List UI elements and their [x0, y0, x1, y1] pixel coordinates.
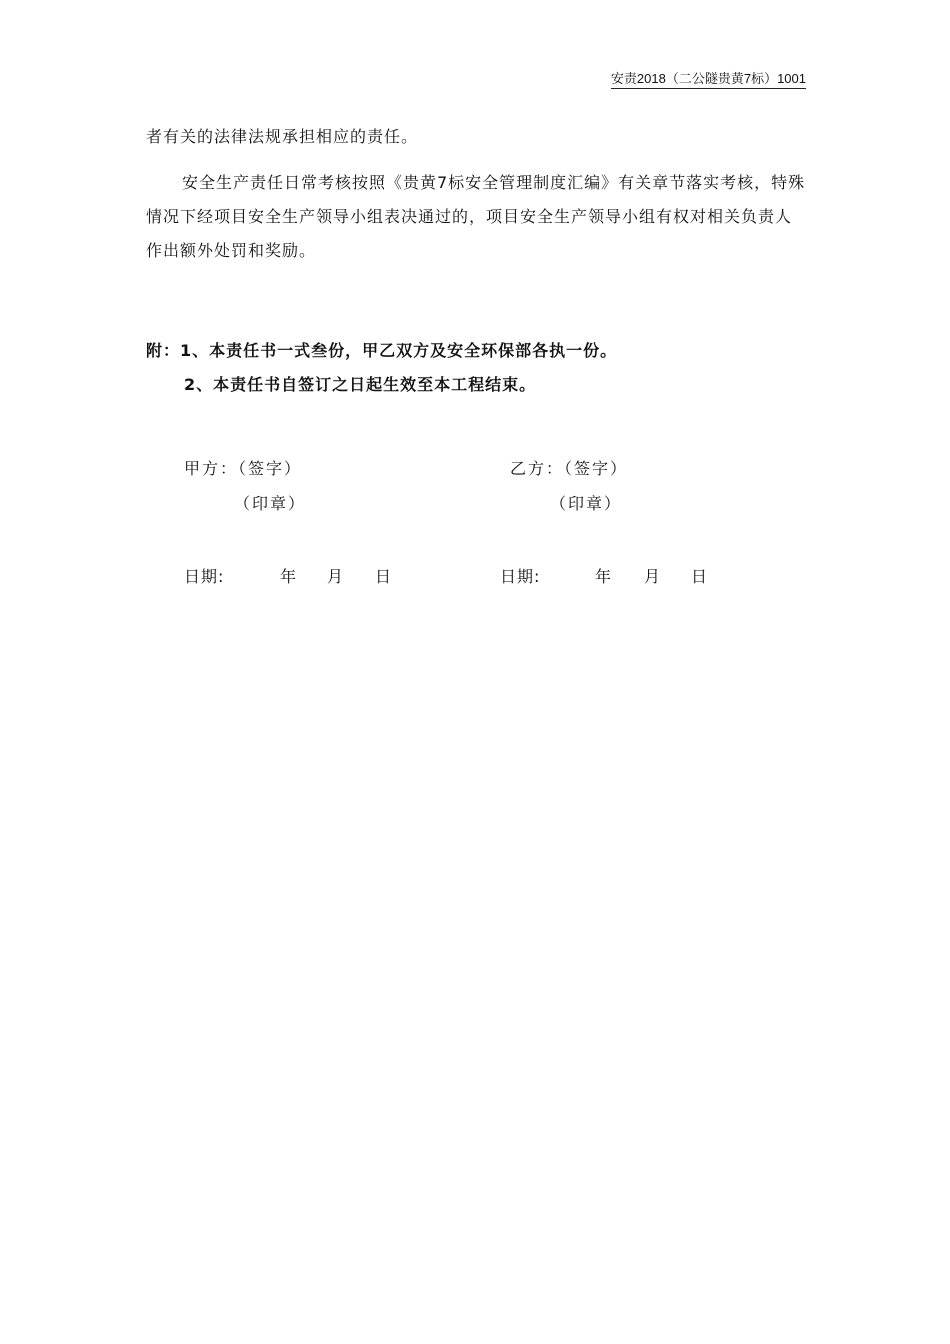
party-a-signature-label: 甲方：（签字）: [184, 459, 303, 478]
month-label: 月: [327, 567, 344, 586]
party-b-seal-label: （印章）: [550, 494, 623, 513]
year-label: 年: [280, 567, 297, 586]
party-b-signature-label: 乙方：（签字）: [510, 459, 629, 478]
paragraph-assessment: 安全生产责任日常考核按照《贵黄7标安全管理制度汇编》有关章节落实考核，特殊情况下经项目安全生产领导小组表决通过的，项目安全生产领导小组有权对相关负责人作出额外处罚和奖励。: [146, 173, 806, 260]
date-label: 日期:: [184, 567, 225, 586]
day-label: 日: [691, 567, 708, 586]
appendix-note-2: 2、本责任书自签订之日起生效至本工程结束。: [184, 375, 537, 394]
document-reference-number: 安责2018（二公隧贵黄7标）1001: [611, 68, 806, 89]
year-label: 年: [595, 567, 612, 586]
day-label: 日: [375, 567, 392, 586]
date-label: 日期:: [500, 567, 541, 586]
appendix-note-1: 附：1、本责任书一式叁份，甲乙双方及安全环保部各执一份。: [146, 341, 618, 360]
party-a-seal-label: （印章）: [234, 494, 307, 513]
month-label: 月: [644, 567, 661, 586]
paragraph-continuation: 者有关的法律法规承担相应的责任。: [146, 127, 419, 146]
